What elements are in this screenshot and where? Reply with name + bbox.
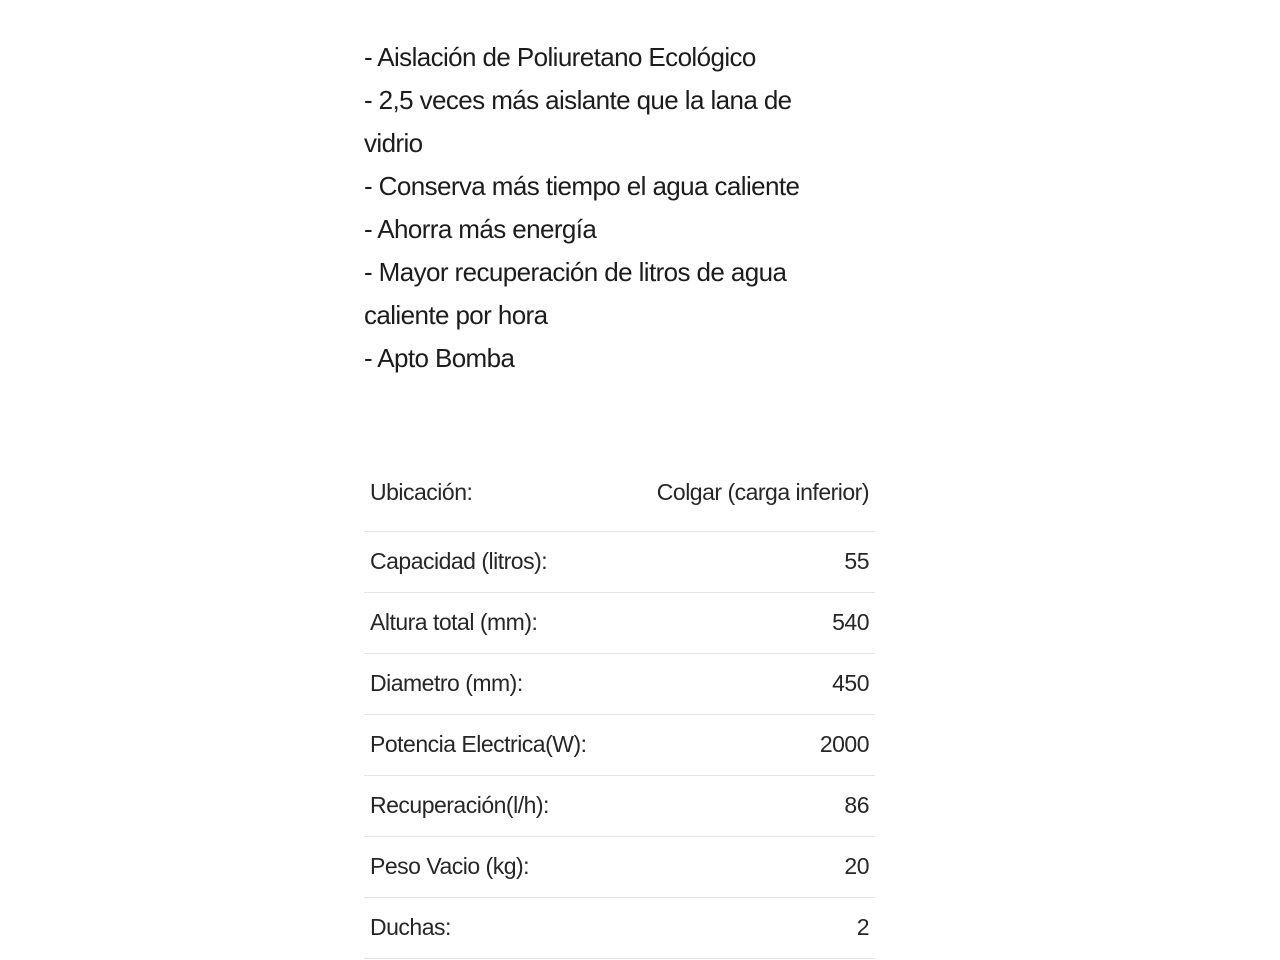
product-description (364, 36, 875, 959)
spec-value: 540 (832, 609, 869, 635)
table-row (364, 592, 875, 653)
feature-item: - Aislación de Poliuretano Ecológico (364, 42, 756, 72)
spec-value: 20 (844, 853, 869, 879)
table-row (364, 531, 875, 592)
spec-label: Recuperación(l/h): (370, 792, 549, 818)
spec-value: 2 (856, 914, 869, 940)
feature-item: - Ahorra más energía (364, 214, 597, 244)
table-row (364, 653, 875, 714)
feature-item: - Mayor recuperación de litros de agua caliente por hora (364, 257, 787, 330)
specs-table (364, 462, 875, 959)
feature-item: - Apto Bomba (364, 343, 515, 373)
spec-value: 450 (832, 670, 869, 696)
spec-value: 86 (844, 792, 869, 818)
table-row (364, 836, 875, 897)
spec-value: Colgar (carga inferior) (656, 478, 869, 505)
spec-value: 2000 (819, 731, 869, 757)
table-row (364, 462, 875, 531)
spec-label: Altura total (mm): (370, 609, 538, 635)
table-row (364, 714, 875, 775)
feature-item: - 2,5 veces más aislante que la lana de vidrio (364, 85, 792, 158)
spec-label: Potencia Electrica(W): (370, 731, 587, 757)
spec-label: Ubicación: (370, 478, 473, 505)
table-row (364, 897, 875, 958)
features-list (364, 36, 875, 380)
spec-label: Capacidad (litros): (370, 548, 548, 574)
spec-label: Peso Vacio (kg): (370, 853, 530, 879)
spec-label: Duchas: (370, 914, 451, 940)
spec-value: 55 (844, 548, 869, 574)
table-row (364, 775, 875, 836)
feature-item: - Conserva más tiempo el agua caliente (364, 171, 800, 201)
spec-label: Diametro (mm): (370, 670, 523, 696)
